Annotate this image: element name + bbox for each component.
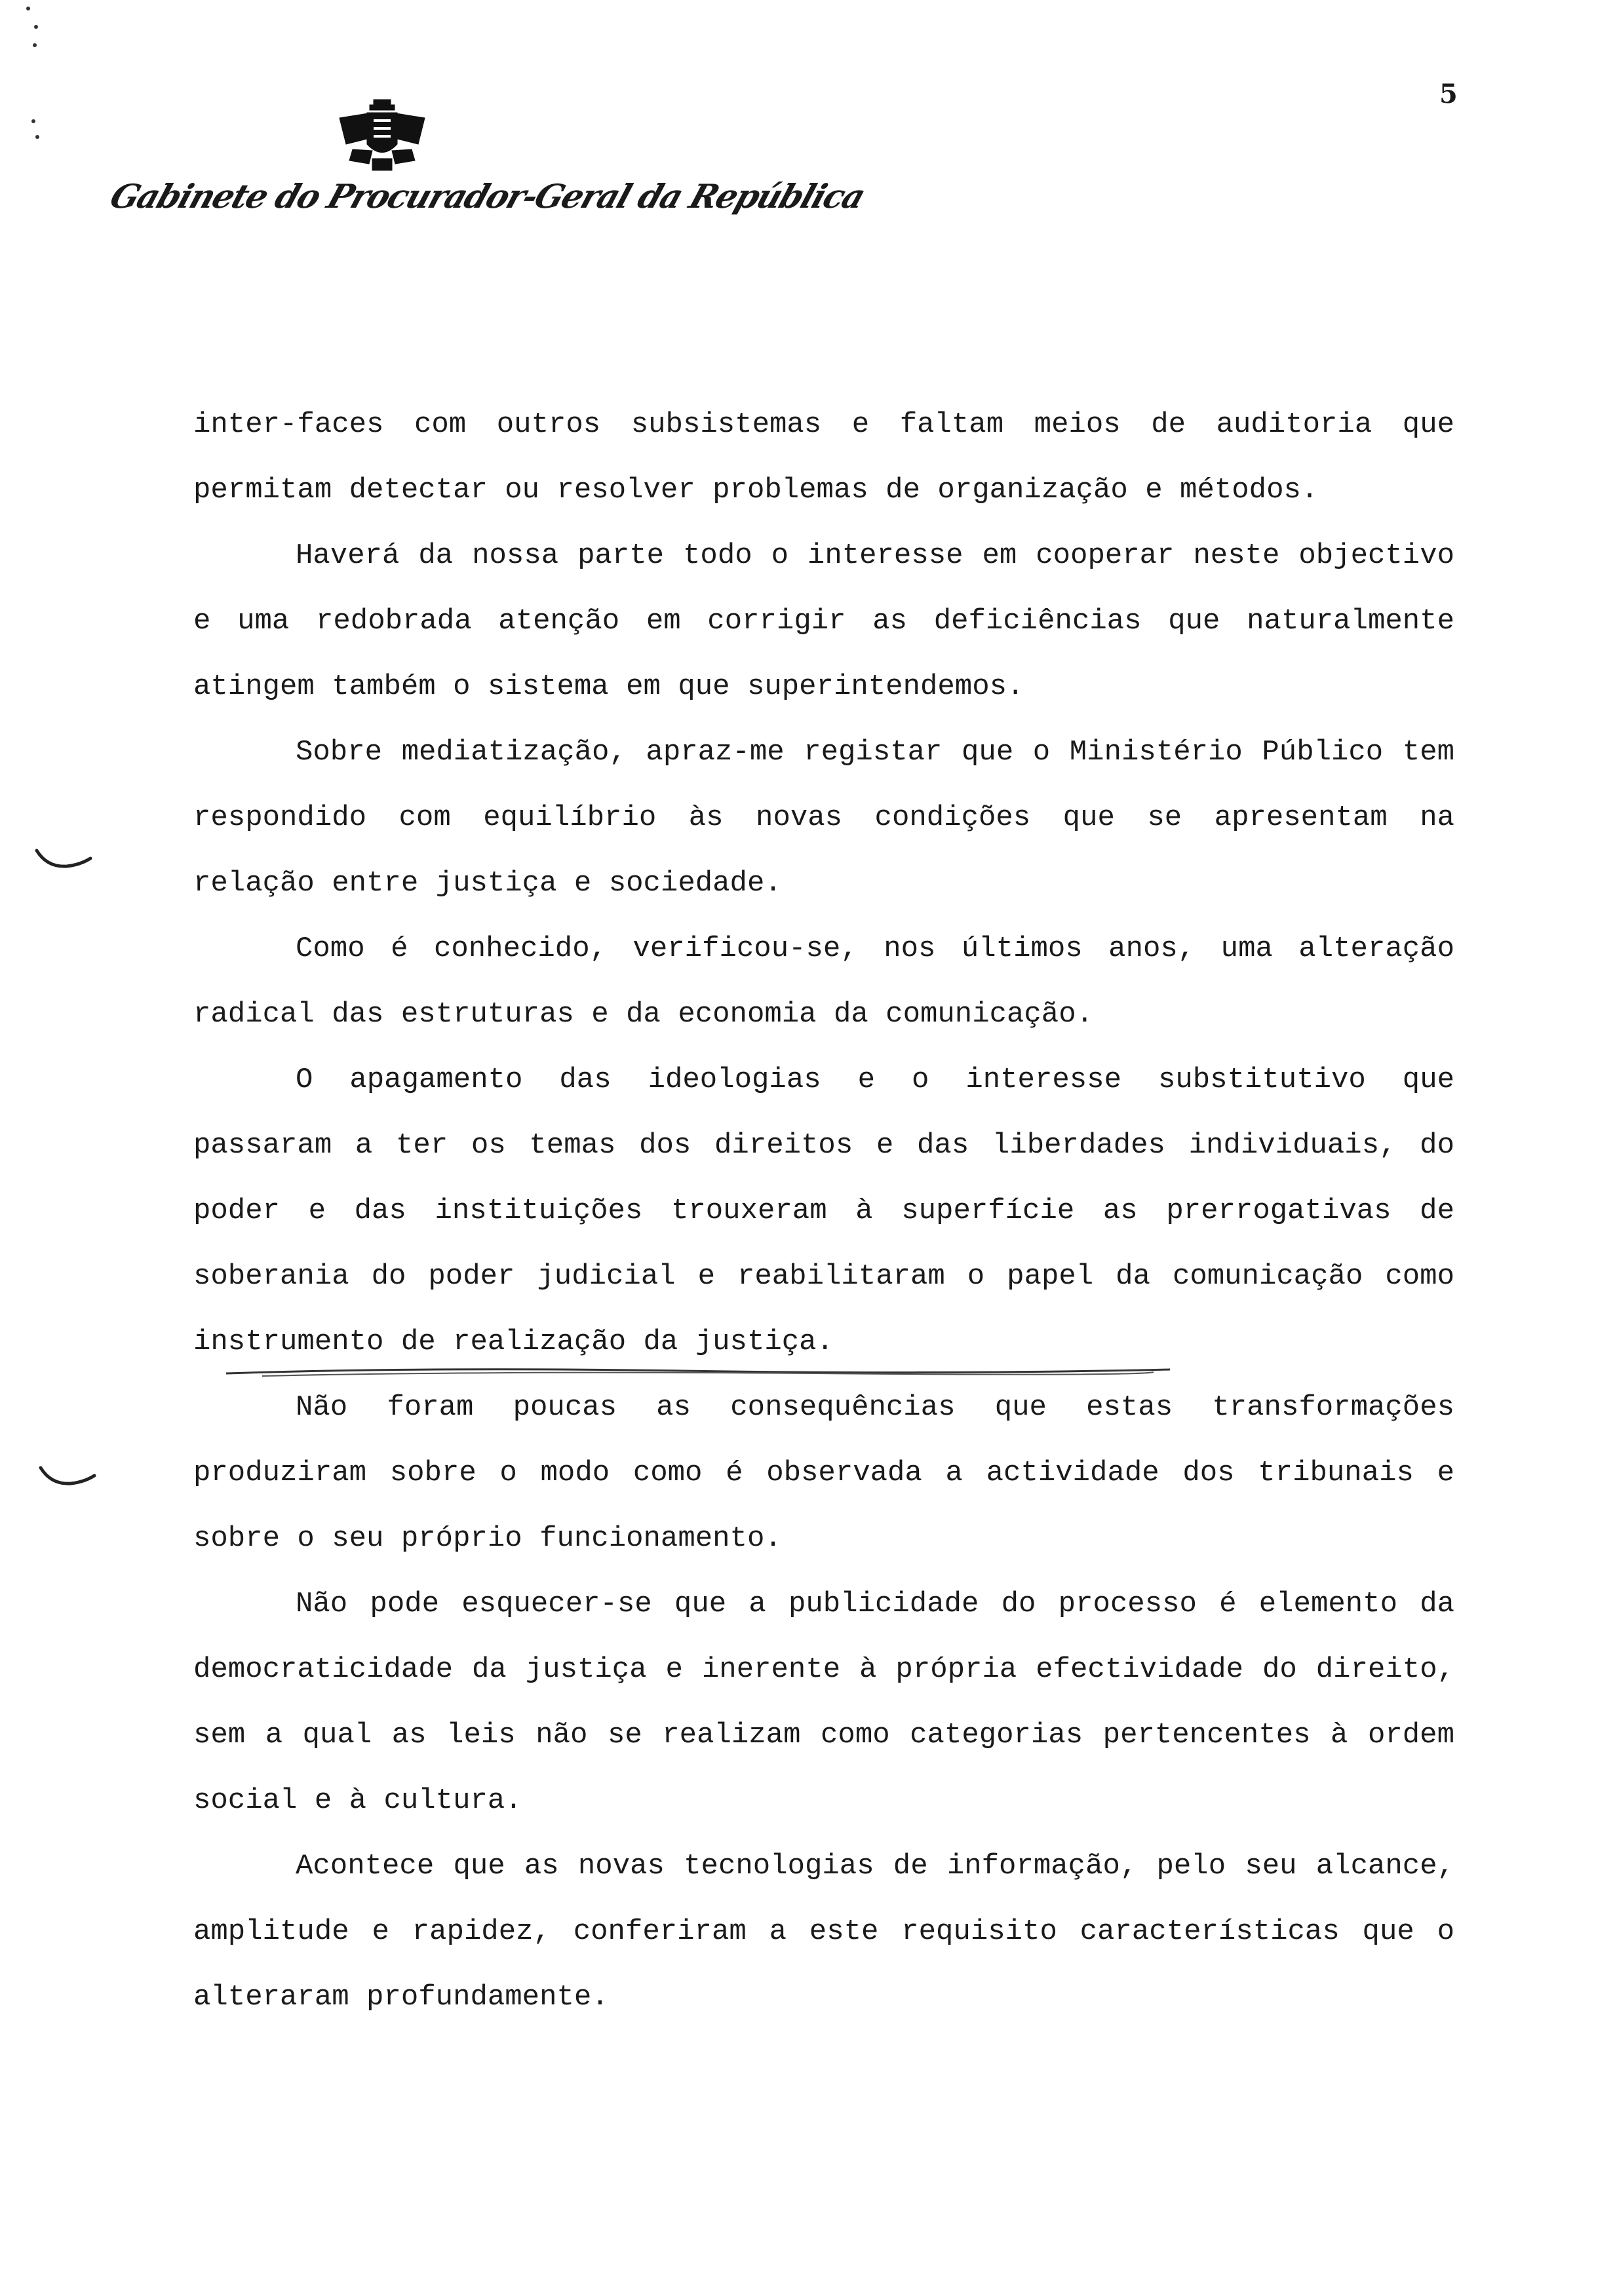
scan-speck <box>34 25 38 29</box>
paragraph: Como é conhecido, verificou-se, nos últimos anos, uma alteração radical das estruturas e da economia da comunicação. <box>193 932 1454 1031</box>
paragraph: Acontece que as novas tecnologias de informação, pelo seu alcance, amplitude e rapidez, conferiram a este requisito características que o alteraram profundamente. <box>193 1850 1454 2014</box>
paragraph: Não foram poucas as consequências que estas transformações produziram sobre o modo como é observada a actividade dos tribunais e sobre o seu próprio funcionamento. <box>193 1391 1454 1555</box>
paragraph: Sobre mediatização, apraz-me registar que o Ministério Público tem respondido com equilíbrio às novas condições que se apresentam na relação entre justiça e sociedade. <box>193 736 1454 900</box>
handwritten-check-mark-icon <box>38 1464 97 1490</box>
coat-of-arms-icon <box>333 98 431 174</box>
handwritten-underline-icon <box>223 1362 1173 1381</box>
scan-speck <box>35 135 39 139</box>
letterhead-title: Gabinete do Procurador-Geral da República <box>105 177 870 216</box>
scan-speck <box>26 7 30 10</box>
page-number: 5 <box>1439 79 1458 109</box>
paragraph: O apagamento das ideologias e o interesse substitutivo que passaram a ter os temas dos direitos e das liberdades individuais, do poder e das instituições trouxeram à superfície as prerrogativas de soberania do poder judicial e reabilitaram o papel da comunicação como instrumento de realização da justiça. <box>193 1063 1454 1358</box>
scan-speck <box>31 119 35 123</box>
scan-speck <box>33 43 37 47</box>
paragraph: Haverá da nossa parte todo o interesse em cooperar neste objectivo e uma redobrada atenção em corrigir as deficiências que naturalmente atingem também o sistema em que superintendemos. <box>193 539 1454 703</box>
letter-body <box>193 392 1454 2030</box>
handwritten-check-mark-icon <box>34 847 93 873</box>
paragraph: inter-faces com outros subsistemas e faltam meios de auditoria que permitam detectar ou resolver problemas de organização e métodos. <box>193 408 1454 507</box>
paragraph: Não pode esquecer-se que a publicidade do processo é elemento da democraticidade da justiça e inerente à própria efectividade do direito, sem a qual as leis não se realizam como categorias pertencentes à ordem social e à cultura. <box>193 1588 1454 1817</box>
